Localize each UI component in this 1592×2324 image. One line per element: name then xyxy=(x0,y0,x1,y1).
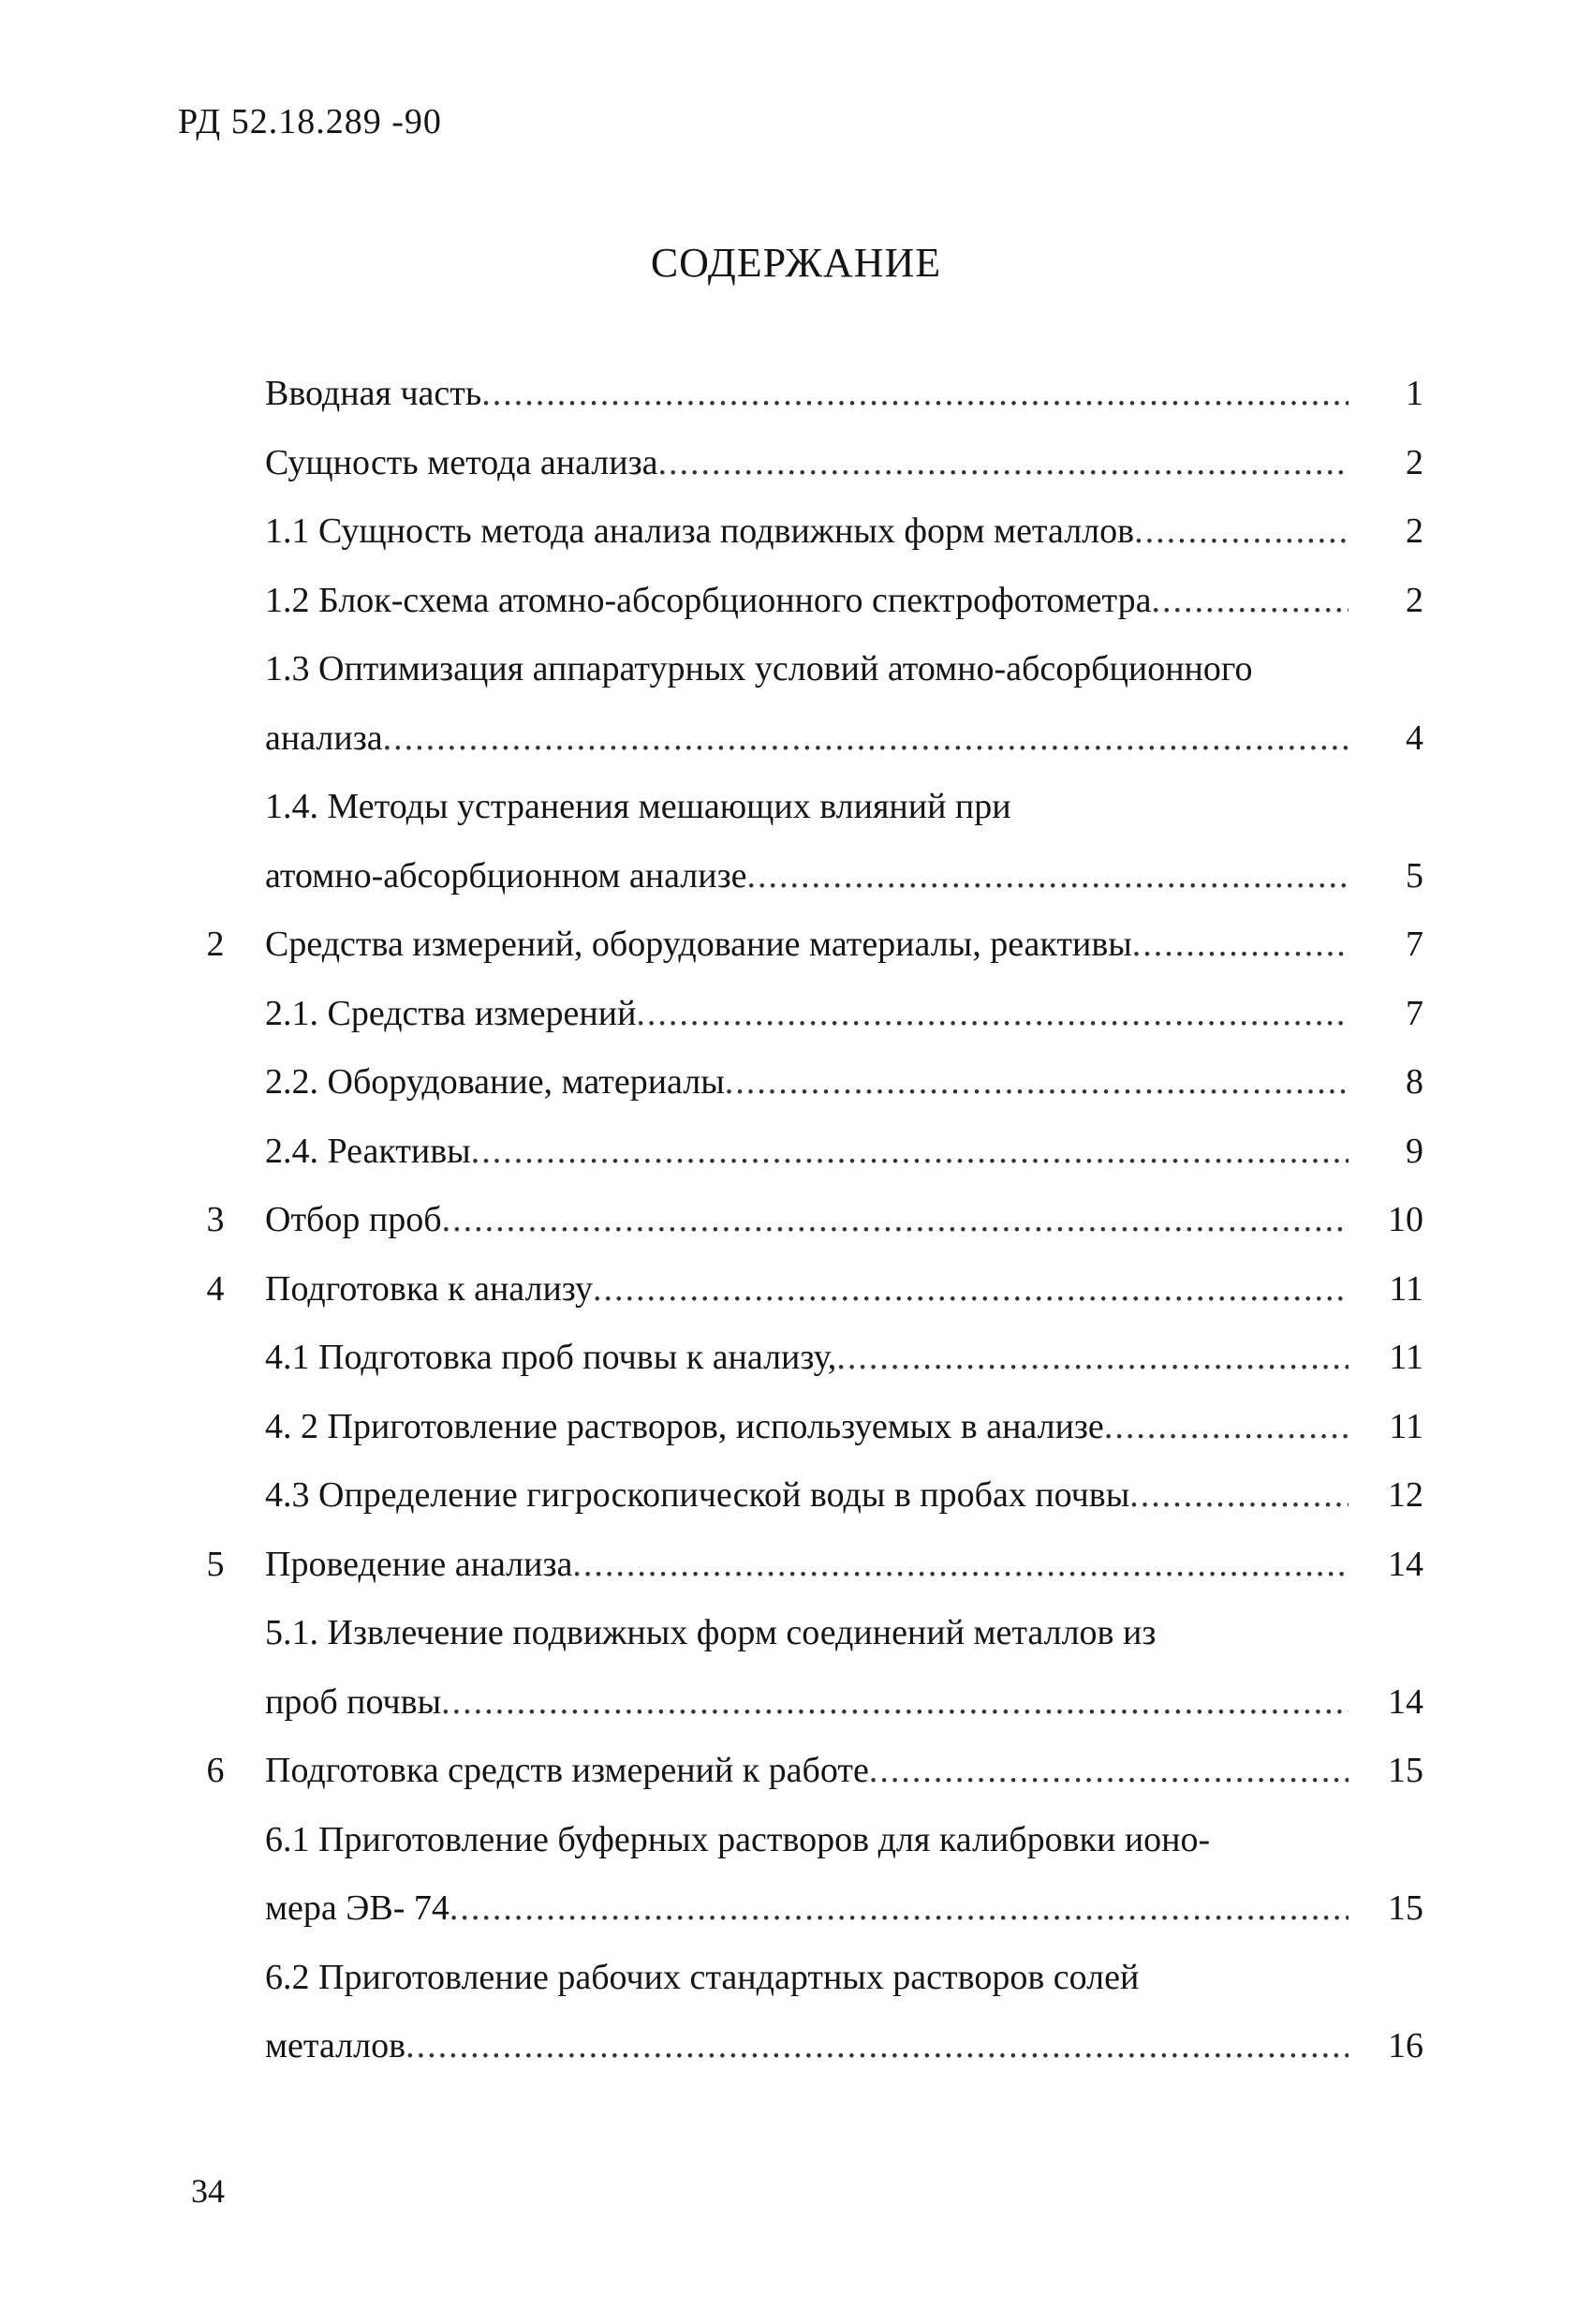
toc-title: Средства измерений, оборудование материалы, реактивы xyxy=(265,925,1132,964)
toc-entry-line xyxy=(0,1668,1592,1736)
toc-entry-line xyxy=(0,1048,1592,1116)
toc-title: 4.3 Определение гигроскопической воды в пробах почвы xyxy=(265,1475,1130,1515)
toc-title: Сущность метода анализа xyxy=(265,442,658,482)
toc-title: 4. 2 Приготовление растворов, используемых в анализе xyxy=(265,1406,1104,1446)
dot-leader xyxy=(1134,497,1349,565)
toc-page-number: 15 xyxy=(1388,1888,1423,1928)
dot-leader xyxy=(636,980,1349,1047)
toc-entry-line xyxy=(0,429,1592,496)
toc-title: Подготовка средств измерений к работе xyxy=(265,1751,869,1790)
toc-title-with-leader xyxy=(265,1048,1349,1116)
toc-title-with-leader xyxy=(265,2012,1349,2080)
toc-page-number: 7 xyxy=(1406,925,1423,964)
toc-page-number: 12 xyxy=(1388,1475,1423,1515)
toc-title-with-leader xyxy=(265,1324,1349,1391)
dot-leader xyxy=(405,2012,1349,2080)
dot-leader xyxy=(572,1531,1349,1598)
dot-leader xyxy=(746,842,1349,910)
toc-title: 1.1 Сущность метода анализа подвижных форм металлов xyxy=(265,511,1135,551)
toc-title: анализа xyxy=(265,718,383,758)
toc-entry-line xyxy=(0,1255,1592,1323)
toc-entry-line xyxy=(0,1186,1592,1253)
toc-title-with-leader xyxy=(265,1874,1349,1942)
dot-leader xyxy=(836,1324,1349,1391)
toc-title-with-leader xyxy=(265,497,1349,565)
toc-page-number: 2 xyxy=(1406,511,1423,551)
toc-title: 1.2 Блок-схема атомно-абсорбционного спектрофотометра xyxy=(265,580,1152,620)
toc-page-number: 14 xyxy=(1388,1681,1423,1722)
toc-title: 2.2. Оборудование, материалы xyxy=(265,1062,725,1102)
toc-title: 1.4. Методы устранения мешающих влияний при xyxy=(265,787,1011,826)
toc-title-with-leader xyxy=(265,1186,1349,1253)
toc-entry-line xyxy=(0,980,1592,1047)
dot-leader xyxy=(481,360,1349,427)
dot-leader xyxy=(869,1737,1349,1804)
toc-title: проб почвы xyxy=(265,1681,442,1722)
toc-page-number: 7 xyxy=(1406,993,1423,1033)
toc-title: Проведение анализа xyxy=(265,1544,573,1584)
toc-section-number: 4 xyxy=(206,1268,225,1309)
dot-leader xyxy=(1132,910,1349,978)
toc-page-number: 2 xyxy=(1406,580,1423,620)
dot-leader xyxy=(1151,567,1349,634)
dot-leader xyxy=(1129,1461,1349,1529)
toc-title: мера ЭВ- 74 xyxy=(265,1888,450,1928)
toc-page-number: 16 xyxy=(1388,2026,1423,2065)
toc-entry-line xyxy=(0,1393,1592,1460)
toc-entry-line xyxy=(0,1324,1592,1391)
dot-leader xyxy=(383,704,1349,772)
toc-page-number: 11 xyxy=(1389,1406,1423,1446)
toc-title: 2.1. Средства измерений xyxy=(265,993,637,1033)
dot-leader xyxy=(593,1255,1349,1323)
dot-leader xyxy=(441,1668,1349,1736)
toc-section-number: 5 xyxy=(206,1544,225,1584)
toc-page-number: 11 xyxy=(1389,1268,1423,1309)
toc-entry-line xyxy=(0,773,1592,840)
toc-title-with-leader xyxy=(265,1531,1349,1598)
toc-title: металлов xyxy=(265,2026,406,2065)
page-number: 34 xyxy=(191,2172,225,2210)
toc-title-with-leader xyxy=(265,704,1349,772)
toc-entry-line xyxy=(0,910,1592,978)
toc-section-number: 3 xyxy=(206,1200,225,1239)
toc-entry-line xyxy=(0,567,1592,634)
toc-entry-line xyxy=(0,360,1592,427)
toc-page-number: 11 xyxy=(1389,1338,1423,1377)
toc-entry-line xyxy=(0,704,1592,772)
toc-title-with-leader xyxy=(265,429,1349,496)
page-title: СОДЕРЖАНИЕ xyxy=(650,240,942,286)
toc-entry-line xyxy=(0,1531,1592,1598)
toc-entry-line xyxy=(0,635,1592,703)
toc-entry-line xyxy=(0,497,1592,565)
toc-section-number: 6 xyxy=(206,1751,225,1790)
toc-page-number: 5 xyxy=(1406,855,1423,896)
toc-page-number: 15 xyxy=(1388,1751,1423,1790)
dot-leader xyxy=(471,1118,1349,1185)
toc-title-with-leader xyxy=(265,1255,1349,1323)
toc-title-with-leader xyxy=(265,910,1349,978)
toc-title-with-leader xyxy=(265,1668,1349,1736)
toc-title: атомно-абсорбционном анализе xyxy=(265,855,747,896)
toc-page-number: 14 xyxy=(1388,1544,1423,1584)
toc-title: 4.1 Подготовка проб почвы к анализу, xyxy=(265,1338,837,1377)
toc-title-with-leader xyxy=(265,360,1349,427)
toc-entry-line xyxy=(0,1944,1592,2011)
dot-leader xyxy=(450,1874,1349,1942)
toc-title: 1.3 Оптимизация аппаратурных условий атомно-абсорбционного xyxy=(265,649,1253,688)
document-code: РД 52.18.289 -90 xyxy=(178,102,442,141)
toc-title: Отбор проб xyxy=(265,1200,442,1239)
toc-page-number: 9 xyxy=(1406,1131,1423,1171)
toc-title: Подготовка к анализу xyxy=(265,1268,593,1309)
toc-title-with-leader xyxy=(265,567,1349,634)
toc-title-with-leader xyxy=(265,1393,1349,1460)
toc-title: 6.2 Приготовление рабочих стандартных растворов солей xyxy=(265,1957,1140,1997)
toc-page-number: 2 xyxy=(1406,442,1423,482)
toc-page-number: 4 xyxy=(1406,718,1423,758)
toc-title: 6.1 Приготовление буферных растворов для калибровки ионо- xyxy=(265,1819,1211,1859)
toc-page-number: 1 xyxy=(1406,374,1423,413)
toc-entry-line xyxy=(0,1599,1592,1666)
toc-entry-line xyxy=(0,2012,1592,2080)
dot-leader xyxy=(442,1186,1349,1253)
toc-entry-line xyxy=(0,1737,1592,1804)
toc-entry-line xyxy=(0,1118,1592,1185)
toc-title-with-leader xyxy=(265,1461,1349,1529)
toc-title-with-leader xyxy=(265,1737,1349,1804)
toc-title: Вводная часть xyxy=(265,374,482,413)
dot-leader xyxy=(657,429,1349,496)
toc-entry-line xyxy=(0,1874,1592,1942)
dot-leader xyxy=(725,1048,1349,1116)
toc-title: 5.1. Извлечение подвижных форм соединений металлов из xyxy=(265,1613,1157,1652)
toc-entry-line xyxy=(0,1461,1592,1529)
dot-leader xyxy=(1104,1393,1349,1460)
toc-entry-line xyxy=(0,842,1592,910)
toc-title-with-leader xyxy=(265,1118,1349,1185)
toc-title-with-leader xyxy=(265,980,1349,1047)
toc-page-number: 10 xyxy=(1388,1200,1423,1239)
toc-title-with-leader xyxy=(265,842,1349,910)
toc-title: 2.4. Реактивы xyxy=(265,1131,471,1171)
toc-section-number: 2 xyxy=(206,925,225,964)
toc-page-number: 8 xyxy=(1406,1062,1423,1102)
toc-entry-line xyxy=(0,1806,1592,1873)
